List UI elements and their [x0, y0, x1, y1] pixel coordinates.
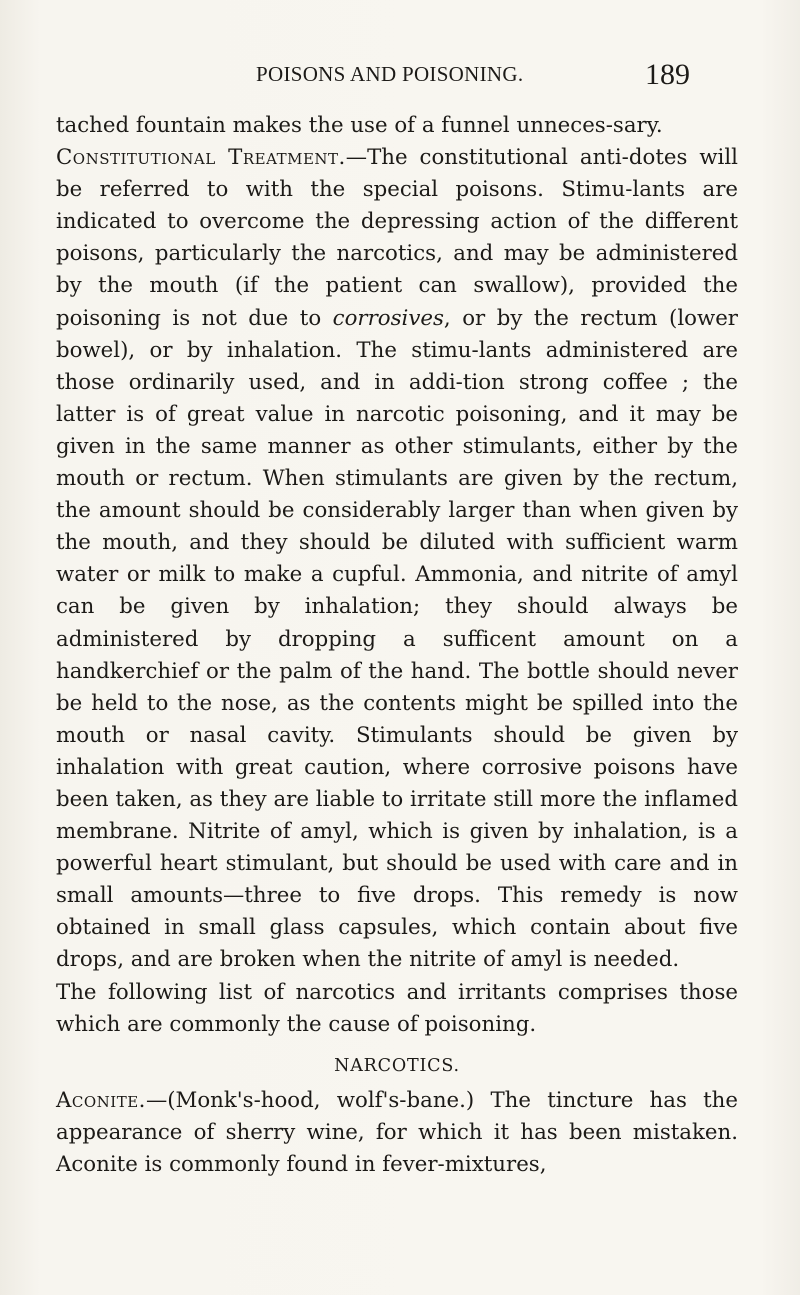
chapter-title: POISONS AND POISONING.: [256, 62, 524, 86]
corrosives-italic: corrosives: [332, 305, 444, 331]
aconite-paragraph: [56, 1085, 738, 1181]
constitutional-text-part-1: —The constitutional anti-dotes will be referred to with the special poisons. Stimu-lants are indicated to overcome the depressing action of the different poisons, particularly the narcotics, and may be administered by the mouth (if the patient can swallow), provided the poisoning is not due to: [56, 145, 738, 331]
body-text: [56, 110, 738, 1181]
constitutional-text-part-2: , or by the rectum (lower bowel), or by inhalation. The stimu-lants administered are those ordinarily used, and in addi-tion strong coffee ; the latter is of great value in narcotic poisoning, and it may be given in the same manner as other stimulants, either by the mouth or rectum. When stimulants are given by the rectum, the amount should be considerably larger than when given by the mouth, and they should be diluted with sufficient warm water or milk to make a cupful. Ammonia, and nitrite of amyl can be given by inhalation; they should always be administered by dropping a sufficent amount on a handkerchief or the palm of the hand. The bottle should never be held to the nose, as the contents might be spilled into the mouth or nasal cavity. Stimulants should be given by inhalation with great caution, where corrosive poisons have been taken, as they are liable to irritate still more the inflamed membrane. Nitrite of amyl, which is given by inhalation, is a powerful heart stimulant, but should be used with care and in small amounts—three to five drops. This remedy is now obtained in small glass capsules, which contain about five drops, and are broken when the nitrite of amyl is needed.: [56, 305, 738, 973]
continuation-paragraph: tached fountain makes the use of a funnel unneces-sary.: [56, 113, 663, 138]
following-list-paragraph: The following list of narcotics and irritants comprises those which are commonly the cause of poisoning.: [56, 979, 738, 1037]
page-number: 189: [645, 58, 690, 91]
narcotics-heading: NARCOTICS.: [334, 1055, 460, 1076]
running-head: [0, 56, 800, 96]
constitutional-treatment-heading: Constitutional Treatment.: [56, 145, 346, 171]
aconite-heading: Aconite.: [56, 1087, 146, 1113]
constitutional-treatment-paragraph: [56, 142, 738, 976]
aconite-text: —(Monk's-hood, wolf's-bane.) The tincture has the appearance of sherry wine, for which it has been mistaken. Aconite is commonly found in fever-mixtures,: [56, 1087, 738, 1177]
